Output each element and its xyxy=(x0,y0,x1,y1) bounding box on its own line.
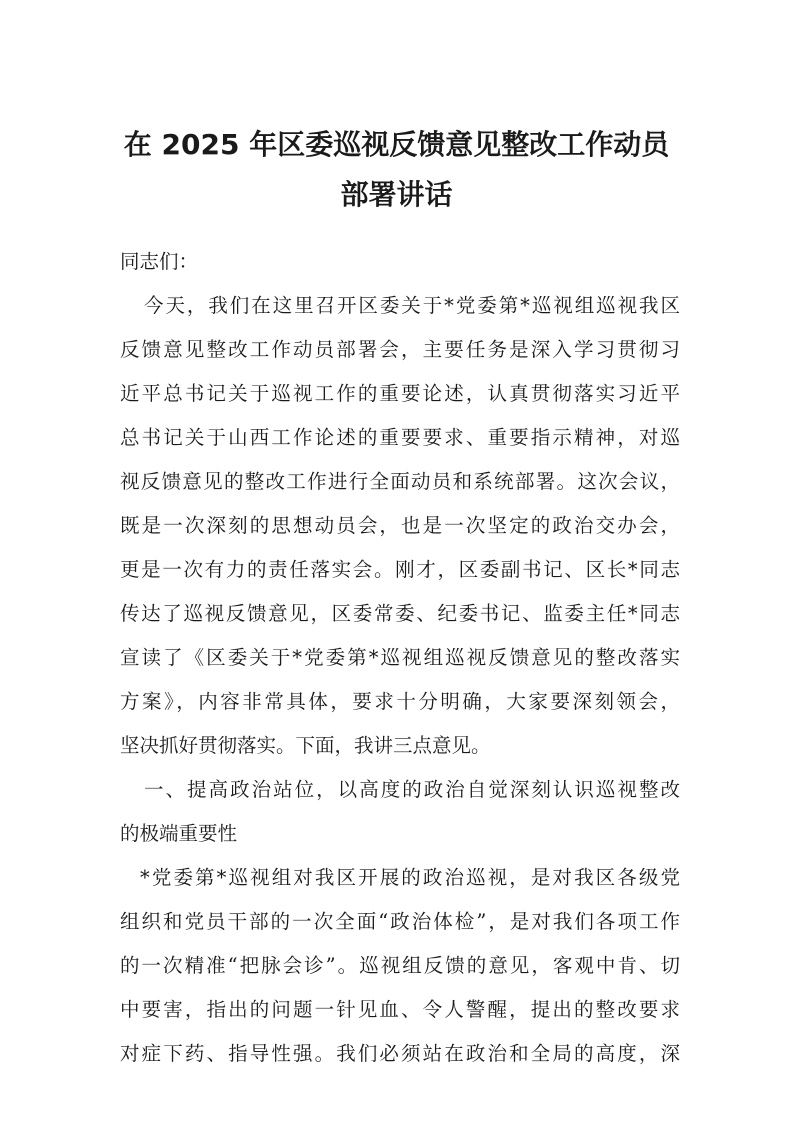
body-line: 总书记关于山西工作论述的重要要求、重要指示精神，对巡 xyxy=(120,426,680,449)
body-line: *党委第*巡视组对我区开展的政治巡视，是对我区各级党 xyxy=(140,866,680,889)
body-line: 方案》，内容非常具体，要求十分明确，大家要深刻领会， xyxy=(120,690,680,713)
body-line: 对症下药、指导性强。我们必须站在政治和全局的高度，深 xyxy=(120,1042,680,1065)
body-line: 今天，我们在这里召开区委关于*党委第*巡视组巡视我区 xyxy=(144,294,680,317)
body-line: 视反馈意见的整改工作进行全面动员和系统部署。这次会议， xyxy=(120,470,680,493)
body-line: 传达了巡视反馈意见，区委常委、纪委书记、监委主任*同志 xyxy=(120,602,680,625)
body-line: 组织和党员干部的一次全面“政治体检”，是对我们各项工作 xyxy=(120,910,680,933)
body-line: 近平总书记关于巡视工作的重要论述，认真贯彻落实习近平 xyxy=(120,382,680,405)
page-title-line-1: 在 2025 年区委巡视反馈意见整改工作动员 xyxy=(123,128,670,161)
body-line: 中要害，指出的问题一针见血、令人警醒，提出的整改要求 xyxy=(120,998,680,1021)
body-line: 宣读了《区委关于*党委第*巡视组巡视反馈意见的整改落实 xyxy=(120,646,680,669)
salutation: 同志们： xyxy=(120,250,199,273)
body-line: 反馈意见整改工作动员部署会，主要任务是深入学习贯彻习 xyxy=(120,338,680,361)
body-line: 更是一次有力的责任落实会。刚才，区委副书记、区长*同志 xyxy=(120,558,680,581)
page-title-line-2: 部署讲话 xyxy=(340,178,453,211)
body-line: 既是一次深刻的思想动员会，也是一次坚定的政治交办会， xyxy=(120,514,680,537)
body-line: 的一次精准“把脉会诊”。巡视组反馈的意见，客观中肯、切 xyxy=(120,954,680,977)
section-heading-line: 的极端重要性 xyxy=(120,822,238,845)
section-heading-line: 一、提高政治站位，以高度的政治自觉深刻认识巡视整改 xyxy=(144,778,680,801)
body-line: 坚决抓好贯彻落实。下面，我讲三点意见。 xyxy=(120,734,491,757)
